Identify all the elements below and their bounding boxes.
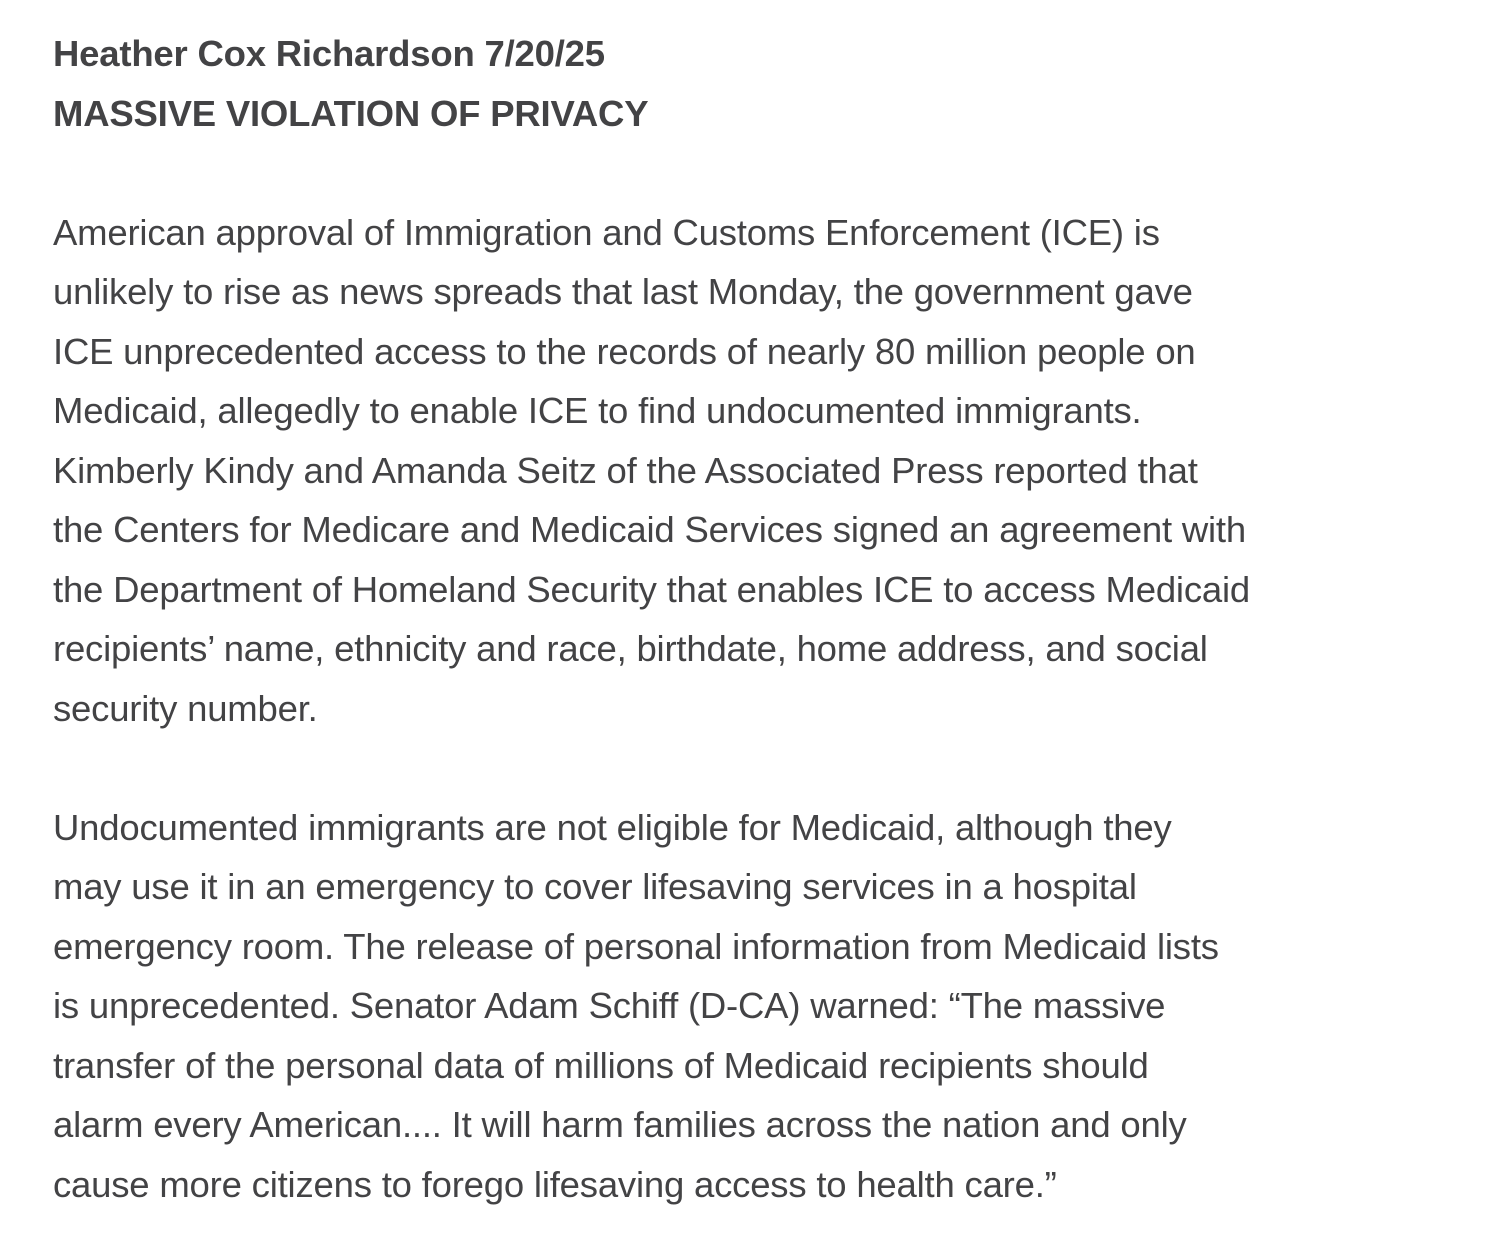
paragraph-2: Undocumented immigrants are not eligible for Medicaid, although they may use it in an emergency to cover lifesaving services in a hospital emergency room. The release of personal information from Medicaid lists is unprecedented. Senator Adam Schiff (D-CA) warned: “The massive transfer of the personal data of millions of Medicaid recipients should alarm every American.... It will harm families across the nation and only cause more citizens to forego lifesaving access to health care.” xyxy=(53,806,1219,1205)
author-date-heading: Heather Cox Richardson 7/20/25 xyxy=(53,33,605,74)
spacer xyxy=(53,738,1473,798)
article-title: MASSIVE VIOLATION OF PRIVACY xyxy=(53,92,649,134)
paragraph-1: American approval of Immigration and Customs Enforcement (ICE) is unlikely to rise as news spreads that last Monday, the government gave ICE unprecedented access to the records of nearly 80 million people on Medicaid, allegedly to enable ICE to find undocumented immigrants. Kimberly Kindy and Amanda Seitz of the Associated Press reported that the Centers for Medicare and Medicaid Services signed an agreement with the Department of Homeland Security that enables ICE to access Medicaid recipients’ name, ethnicity and race, birthdate, home address, and social security number. xyxy=(53,211,1251,729)
spacer xyxy=(53,143,1473,203)
document-body xyxy=(53,24,1473,1214)
